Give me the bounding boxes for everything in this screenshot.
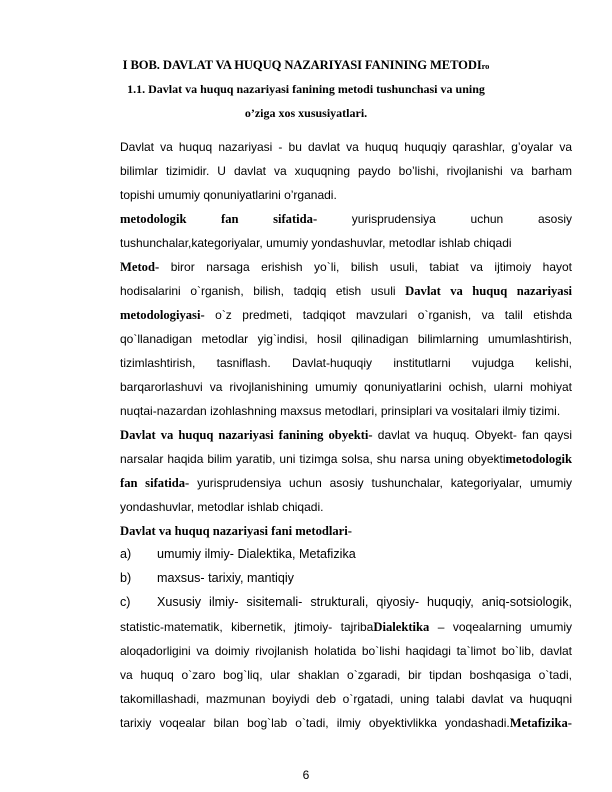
paragraph-text: – voqealarning umumiy [429,620,573,634]
chapter-heading-suffix: ro [481,61,490,71]
paragraph-line [120,259,572,275]
page-number: 6 [302,768,310,782]
paragraph-text: narsalar haqida bilim yaratib, uni tizimga solsa, shu narsa uning obyekti [120,452,506,466]
paragraph-line [120,715,572,731]
paragraph-line: va huquq o`zaro bog`liq, ular shaklan o`zgaradi, bir tipdan boshqasiga o`tadi, [120,668,572,682]
paragraph-line [120,307,572,323]
paragraph-line: qo`llanadigan metodlar yig`indisi, hosil qilinadigan bilimlarning umumlashtirish, [120,332,572,346]
chapter-heading-text: I BOB. DAVLAT VA HUQUQ NAZARIYASI FANINING METODI [122,58,482,72]
term-bold: metodologik fan sifatida- [120,212,318,226]
paragraph-line: bilimlar tizimidir. U davlat va xuquqning paydo bo’lishi, rivojlanishi va barham [120,164,572,178]
paragraph-line [120,619,572,635]
paragraph-text: biror narsaga erishish yo`li, bilish usuli, tabiat va ijtimoiy hayot [159,260,572,274]
list-marker: b) [120,571,132,585]
term-bold: Davlat va huquq nazariyasi fanining obyekti- [120,428,373,442]
section-heading-line2: o’ziga xos xususiyatlari. [244,106,368,120]
term-bold: fan sifatida- [120,476,190,490]
paragraph-line [120,475,572,491]
paragraph-line: barqarorlashuvi va rivojlanishining umumiy qonuniyatlarini ochish, ularni mohiyat [120,380,572,394]
paragraph-line [120,451,572,467]
paragraph-line: nuqtai-nazardan izohlashning maxsus metodlari, prinsiplari va vositalari ilmiy tizimi. [120,404,561,418]
term-bold: Metafizika- [509,716,572,730]
paragraph-text: hodisalarini o`rganish, bilish, tadqiq etish usuli [120,284,406,298]
methods-title [120,523,572,539]
paragraph-text: tarixiy voqealar bilan bog`lab o`tadi, ilmiy obyektivlikka yondashadi. [120,716,510,730]
list-marker: c) [120,595,131,609]
paragraph-text: davlat va huquq. Obyekt- fan qaysi [372,428,572,442]
paragraph-line: aloqadorligini va doimiy rivojlanish holatida bo`lishi haqidagi ta`limot bo`lib, davlat [120,644,572,658]
paragraph-line: Davlat va huquq nazariyasi - bu davlat va huquq huquqiy qarashlar, g’oyalar va [120,140,572,154]
term-bold: Dialektika [373,620,430,634]
paragraph-line [120,427,572,443]
paragraph-line [120,283,572,299]
paragraph-line: tushunchalar,kategoriyalar, umumiy yondashuvlar, metodlar ishlab chiqadi [120,236,512,250]
list-marker: a) [120,547,132,561]
methods-title-text: Davlat va huquq nazariyasi fani metodlari- [120,524,352,538]
term-bold: metodologik [505,452,572,466]
list-item: Xususiy ilmiy- sisitemali- strukturali, qiyosiy- huquqiy, aniq-sotsiologik, [157,595,572,609]
section-heading-line1: 1.1. Davlat va huquq nazariyasi fanining metodi tushunchasi va uning [127,82,485,96]
paragraph-text: o`z predmeti, tadqiqot mavzulari o`rganish, va talil etishda [204,308,572,322]
list-item: umumiy ilmiy- Dialektika, Metafizika [157,547,356,561]
list-item: maxsus- tarixiy, mantiqiy [157,571,294,585]
paragraph-text: yurisprudensiya uchun asosiy [351,212,572,226]
paragraph-line: topishi umumiy qonuniyatlarini o’rganadi. [120,188,337,202]
term-bold: Davlat va huquq nazariyasi [405,284,572,298]
paragraph-text: statistic-matematik, kibernetik, jtimoiy- tajriba [120,620,374,634]
term-bold: metodologiyasi- [120,308,205,322]
paragraph-line: tizimlashtirish, tasniflash. Davlat-huquqiy institutlarni vujudga kelishi, [120,356,572,370]
paragraph-line: takomillashadi, mazmunan boyiydi deb o`rgatadi, uning talabi davlat va huquqni [120,692,572,706]
paragraph-line: yondashuvlar, metodlar ishlab chiqadi. [120,500,324,514]
paragraph-text: yurisprudensiya uchun asosiy tushunchalar, kategoriyalar, umumiy [189,476,572,490]
chapter-heading [0,58,612,73]
paragraph-line [120,211,572,227]
term-bold: Metod- [120,260,160,274]
